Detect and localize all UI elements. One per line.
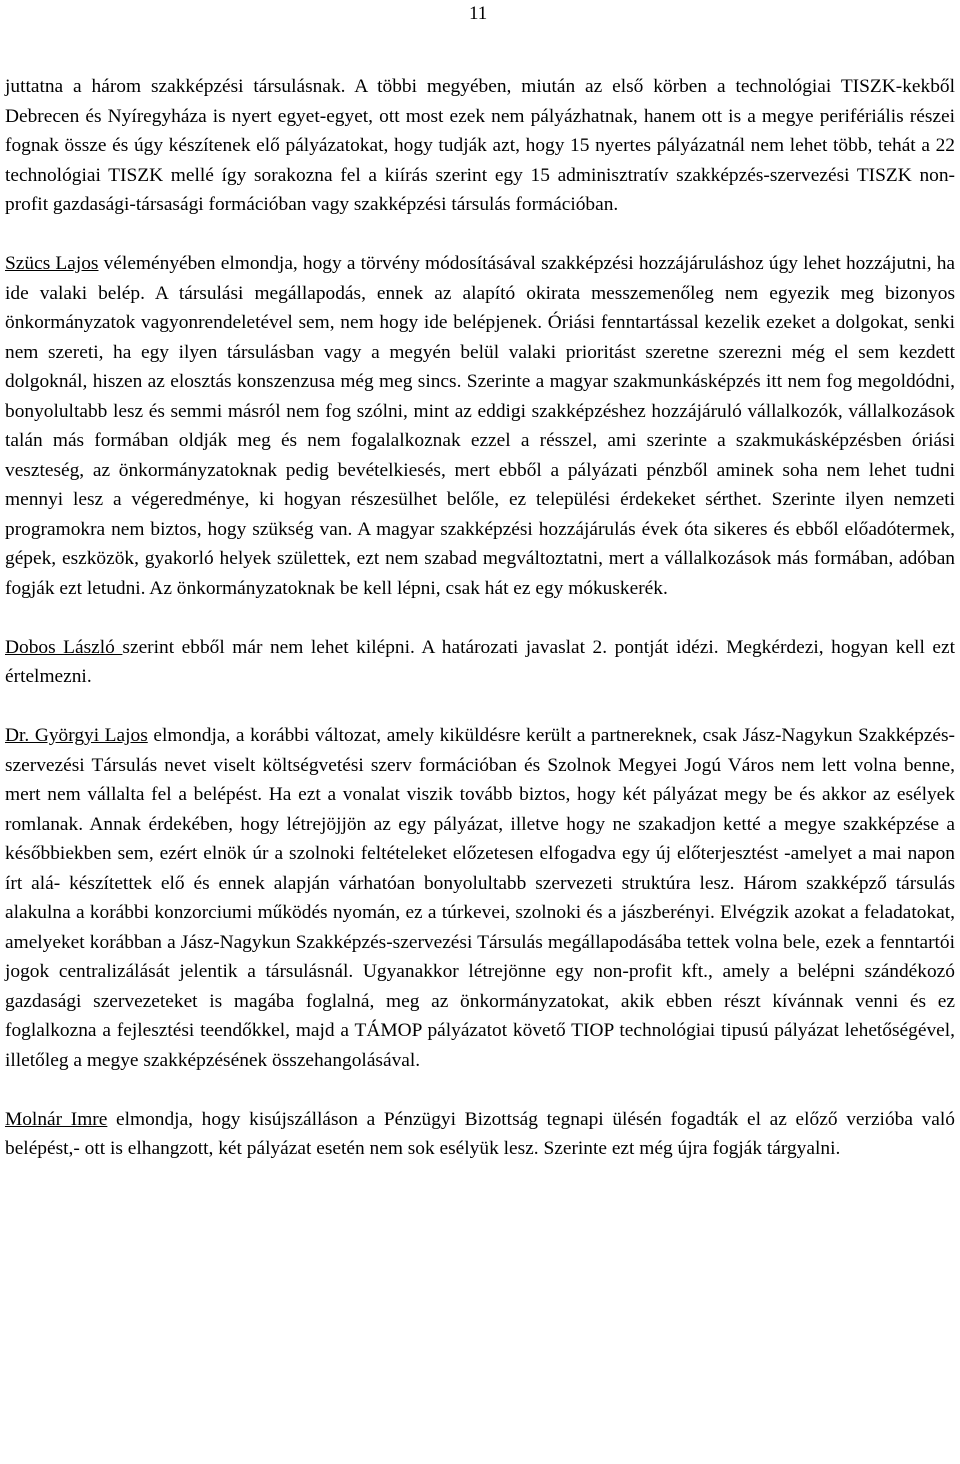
- paragraph: [5, 721, 955, 1075]
- paragraph: [5, 633, 955, 692]
- paragraph: [5, 72, 955, 220]
- page-number: 11: [469, 3, 488, 24]
- paragraph: [5, 1105, 955, 1164]
- speaker-name: Szücs Lajos: [5, 253, 99, 274]
- paragraph-text: juttatna a három szakképzési társulásnak. A többi megyében, miután az első körben a technológiai TISZK-kekből Debrecen és Nyíregyháza is nyert egyet-egyet, ott most ezek nem pályázhatnak, hanem ott is a megye perifériális részei fognak össze és úgy készítenek elő pályázatokat, hogy tudják azt, hogy 15 nyertes pályázatnál nem lehet több, tehát a 22 technológiai TISZK mellé így sorakozna fel a kiírás szerint egy 15 adminisztratív szakképzés-szervezési TISZK non-profit gazdasági-társasági formációban vagy szakképzési társulás formációban.: [5, 76, 955, 215]
- speaker-name: Dobos László: [5, 636, 123, 658]
- paragraph-text: elmondja, hogy kisújszálláson a Pénzügyi Bizottság tegnapi ülésén fogadták el az előző verzióba való belépést,- ott is elhangzott, két pályázat esetén nem sok esélyük lesz. Szerinte ezt még újra fogják tárgyalni.: [5, 1108, 955, 1159]
- speaker-name: Molnár Imre: [5, 1108, 108, 1130]
- paragraph-text: véleményében elmondja, hogy a törvény módosításával szakképzési hozzájáruláshoz úgy lehet hozzájutni, ha ide valaki belép. A társulási megállapodás, ennek az alapító okirata messzemenőleg nem egyezik meg bizonyos önkormányzatok vagyonrendeletével sem, nem hogy ide belépjenek. Óriási fenntartással kezelik ezeket a dolgokat, senki nem szereti, ha egy ilyen társulásban vagy a megyén belül valaki prioritást szeretne szerezni még el sem kezdett dolgoknál, hiszen az elosztás konszenzusa még meg sincs. Szerinte a magyar szakmunkásképzés itt nem fog megoldódni, bonyolultabb lesz és semmi másról nem fog szólni, mint az eddigi szakképzéshez hozzájáruló vállalkozók, vállalkozások talán más formában oldják meg és nem fogalalkoznak ezzel a résszel, ami szerinte a szakmukásképzésben óriási veszteség, az önkormányzatoknak pedig bevételkiesés, mert ebből a pályázati pénzből aminek soha nem lehet tudni mennyi lesz a végeredménye, ki hogyan részesülhet belőle, ez települési érdekeket sérthet. Szerinte ilyen nemzeti programokra nem biztos, hogy szükség van. A magyar szakképzési hozzájárulás évek óta sikeres és ebből előadótermek, gépek, eszközök, gyakorló helyek születtek, ezt nem szabad megváltoztatni, mert a vállalkozások más formában, adóban fogják ezt letudni. Az önkormányzatoknak be kell lépni, csak hát ez egy mókuskerék.: [5, 253, 956, 599]
- paragraph: [5, 249, 955, 603]
- speaker-name: Dr. Györgyi Lajos: [5, 725, 148, 746]
- document-body: [5, 72, 955, 1164]
- paragraph-text: elmondja, a korábbi változat, amely kiküldésre került a partnereknek, csak Jász-Nagykun Szakképzés-szervezési Társulás nevet viselt költségvetési szerv formációban és Szolnok Megyei Jogú Város nem lett volna benne, mert nem vállalta fel a belépést. Ha ezt a vonalat viszik tovább biztos, hogy két pályázat megy be és akkor az esélyek romlanak. Annak érdekében, hogy létrejöjjön az egy pályázat, illetve hogy ne szakadjon ketté a megye szakképzése a későbbiekben sem, ezért elnök úr a szolnoki feltételeket előzetesen elfogadva egy új előterjesztést -amelyet a mai napon írt alá- készítettek elő és ennek alapján várhatóan bonyolultabb szervezeti struktúra lesz. Három szakképző társulás alakulna a korábbi konzorciumi működés nyomán, ez a túrkevei, szolnoki és a jászberényi. Elvégzik azokat a feladatokat, amelyeket korábban a Jász-Nagykun Szakképzés-szervezési Társulás megállapodásába tettek volna bele, ezek a fenntartói jogok centralizálását jelentik a társulásnál. Ugyanakkor létrejönne egy non-profit kft., amely a belépni szándékozó gazdasági szervezeteket is magába foglalná, meg az önkormányzatokat, akik ebben részt kívánnak venni és ez foglalkozna a fejlesztési teendőkkel, majd a TÁMOP pályázatot követő TIOP technológiai tipusú pályázat lehetőségével, illetőleg a megye szakképzésének összehangolásával.: [5, 725, 956, 1071]
- paragraph-text: szerint ebből már nem lehet kilépni. A határozati javaslat 2. pontját idézi. Megkérdezi, hogyan kell ezt értelmezni.: [5, 636, 955, 687]
